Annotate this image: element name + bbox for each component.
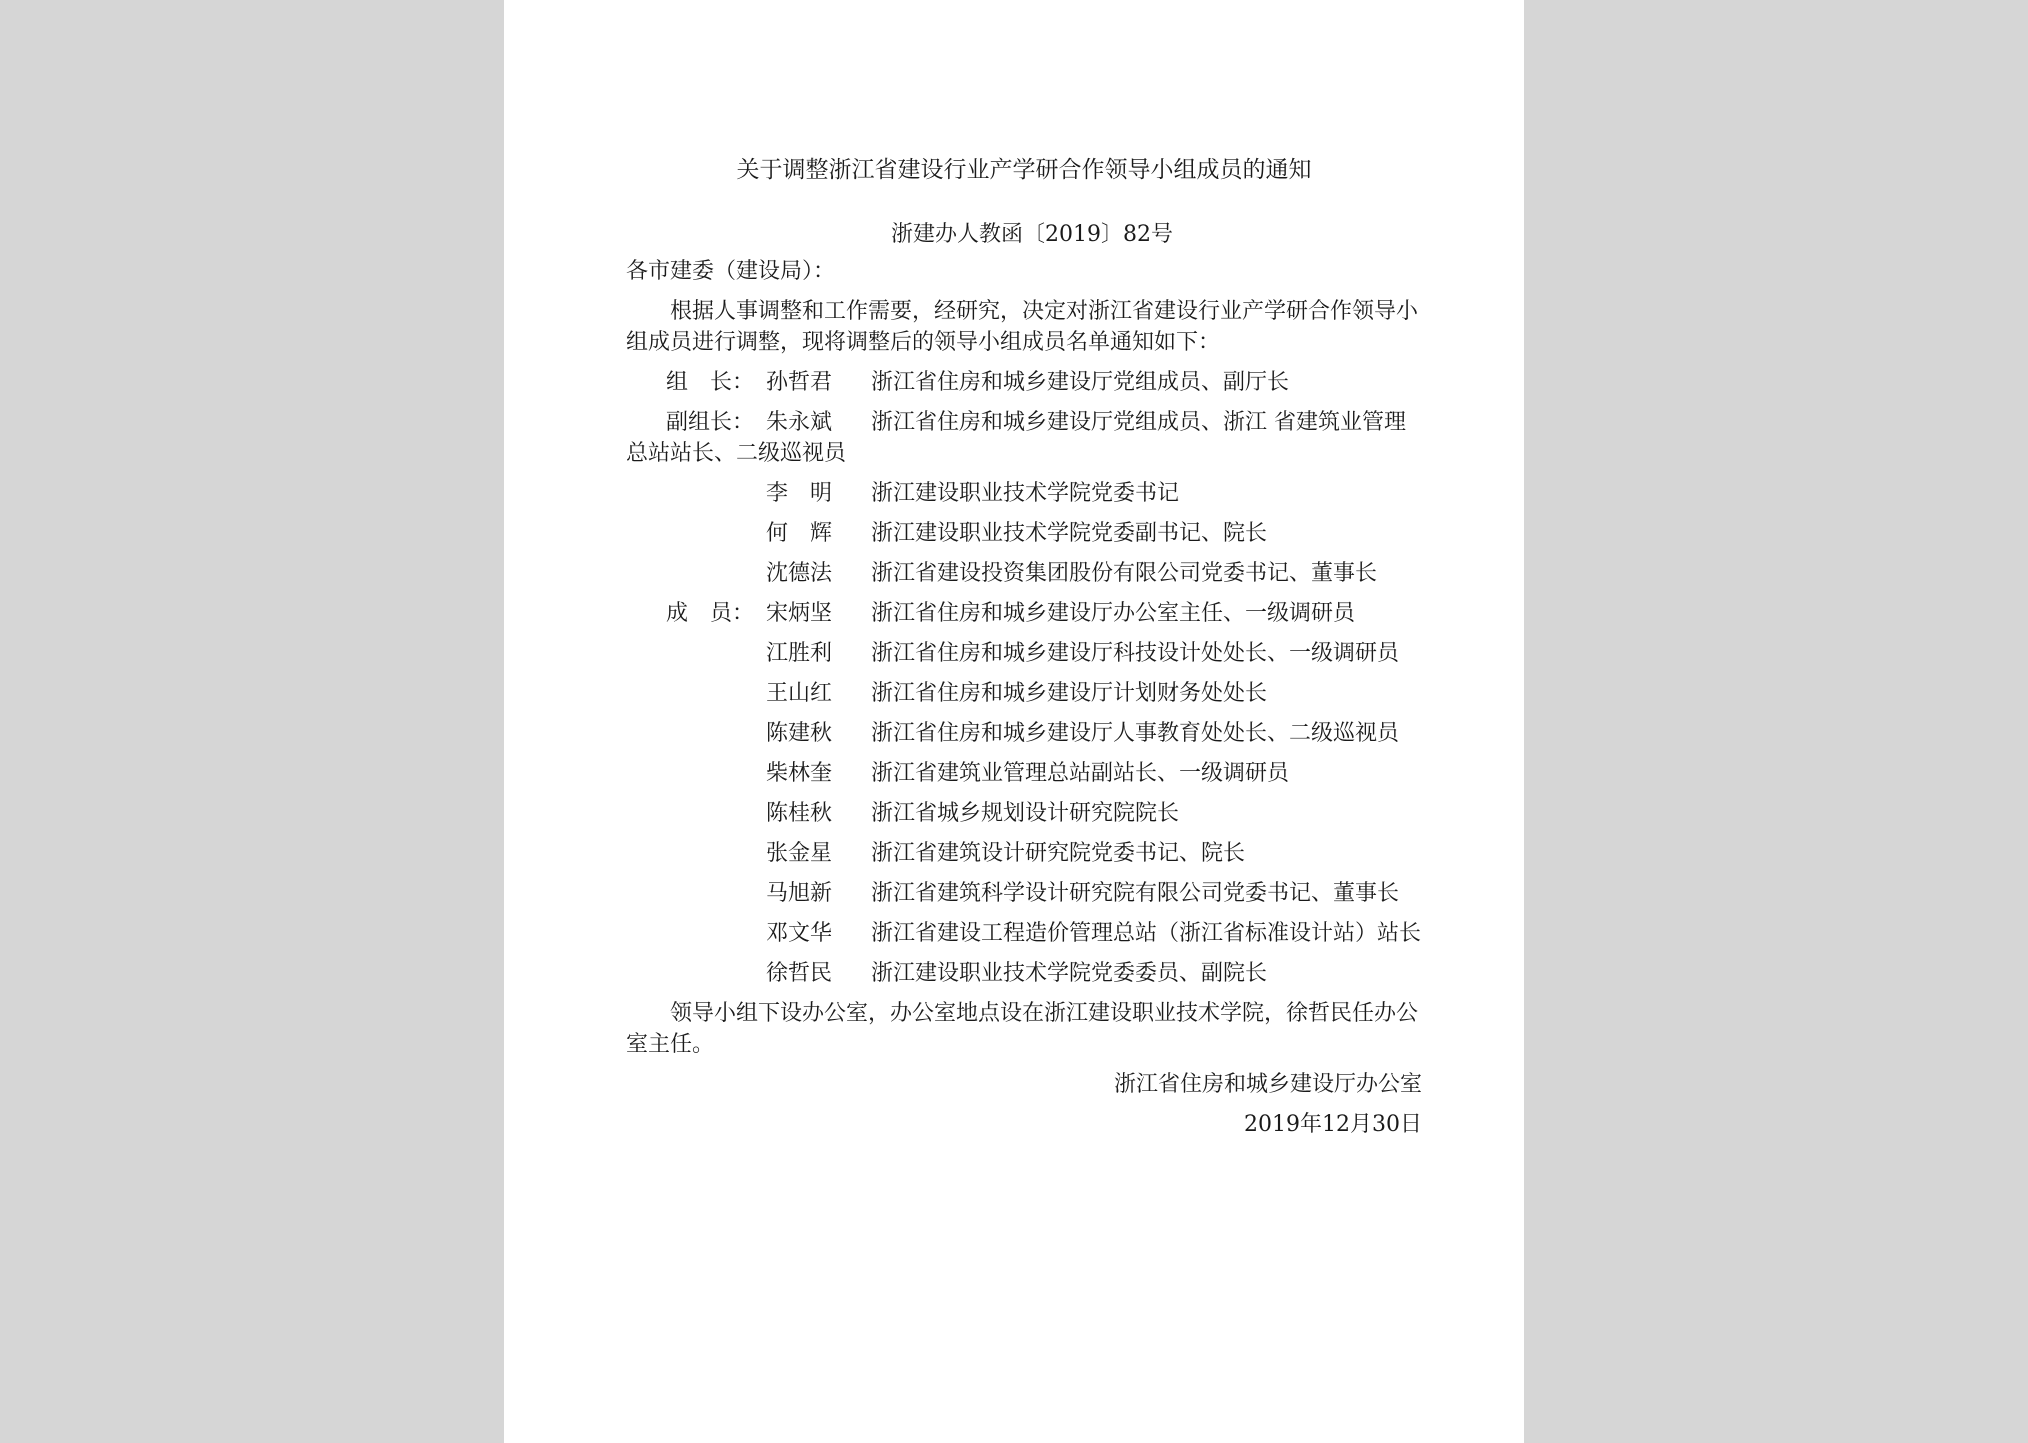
member-title: 浙江省住房和城乡建设厅党组成员、浙江 省建筑业管理总站站长、二级巡视员 xyxy=(626,410,1406,466)
member-title: 浙江省建设投资集团股份有限公司党委书记、董事长 xyxy=(871,561,1378,586)
member-title: 浙江省建筑科学设计研究院有限公司党委书记、董事长 xyxy=(871,881,1400,906)
member-list xyxy=(626,367,1422,989)
member-name: 马旭新 xyxy=(766,881,833,906)
member-row xyxy=(626,958,1422,989)
member-row xyxy=(626,798,1422,829)
member-title: 浙江省住房和城乡建设厅党组成员、副厅长 xyxy=(871,370,1290,395)
member-name: 陈建秋 xyxy=(766,721,833,746)
member-title: 浙江建设职业技术学院党委委员、副院长 xyxy=(871,961,1268,986)
document-title: 关于调整浙江省建设行业产学研合作领导小组成员的通知 xyxy=(736,157,1312,183)
member-row xyxy=(626,367,1422,398)
member-name: 李 明 xyxy=(766,481,833,506)
member-title: 浙江省建筑业管理总站副站长、一级调研员 xyxy=(871,761,1290,786)
member-name: 宋炳坚 xyxy=(766,601,833,626)
document-number: 浙建办人教函〔2019〕82号 xyxy=(891,222,1173,247)
member-title: 浙江省建筑设计研究院党委书记、院长 xyxy=(871,841,1246,866)
member-title: 浙江省住房和城乡建设厅计划财务处处长 xyxy=(871,681,1268,706)
issuer-signature: 浙江省住房和城乡建设厅办公室 xyxy=(1113,1072,1422,1097)
member-row xyxy=(626,678,1422,709)
member-name: 何 辉 xyxy=(766,521,833,546)
document-page xyxy=(504,0,1524,1443)
member-name: 陈桂秋 xyxy=(766,801,833,826)
intro-paragraph: 根据人事调整和工作需要，经研究，决定对浙江省建设行业产学研合作领导小组成员进行调整，现将调整后的领导小组成员名单通知如下： xyxy=(626,299,1419,355)
member-title: 浙江省住房和城乡建设厅人事教育处处长、二级巡视员 xyxy=(871,721,1400,746)
member-name: 王山红 xyxy=(766,681,833,706)
member-row xyxy=(626,598,1422,629)
member-row xyxy=(626,878,1422,909)
document-body xyxy=(626,155,1422,1140)
member-name: 张金星 xyxy=(766,841,833,866)
member-title: 浙江建设职业技术学院党委副书记、院长 xyxy=(871,521,1268,546)
member-role: 成 员： xyxy=(666,601,755,626)
member-name: 江胜利 xyxy=(766,641,833,666)
member-row xyxy=(626,558,1422,589)
member-title: 浙江省住房和城乡建设厅科技设计处处长、一级调研员 xyxy=(871,641,1400,666)
member-row xyxy=(626,518,1422,549)
closing-paragraph: 领导小组下设办公室，办公室地点设在浙江建设职业技术学院，徐哲民任办公室主任。 xyxy=(626,1001,1419,1057)
member-row xyxy=(626,638,1422,669)
member-title: 浙江省住房和城乡建设厅办公室主任、一级调研员 xyxy=(871,601,1356,626)
member-row xyxy=(626,407,1422,469)
member-name: 徐哲民 xyxy=(766,961,833,986)
member-row xyxy=(626,838,1422,869)
member-title: 浙江省建设工程造价管理总站（浙江省标准设计站）站长 xyxy=(871,921,1422,946)
member-role: 组 长： xyxy=(666,370,755,395)
member-row xyxy=(626,718,1422,749)
member-row xyxy=(626,758,1422,789)
member-name: 朱永斌 xyxy=(766,410,833,435)
member-name: 邓文华 xyxy=(766,921,833,946)
issue-date: 2019年12月30日 xyxy=(1244,1112,1422,1137)
member-row xyxy=(626,918,1422,949)
member-role: 副组长： xyxy=(666,410,755,435)
member-title: 浙江建设职业技术学院党委书记 xyxy=(871,481,1180,506)
member-name: 柴林奎 xyxy=(766,761,833,786)
member-name: 孙哲君 xyxy=(766,370,833,395)
addressee: 各市建委（建设局）： xyxy=(626,259,836,284)
member-title: 浙江省城乡规划设计研究院院长 xyxy=(871,801,1180,826)
member-row xyxy=(626,478,1422,509)
member-name: 沈德法 xyxy=(766,561,833,586)
